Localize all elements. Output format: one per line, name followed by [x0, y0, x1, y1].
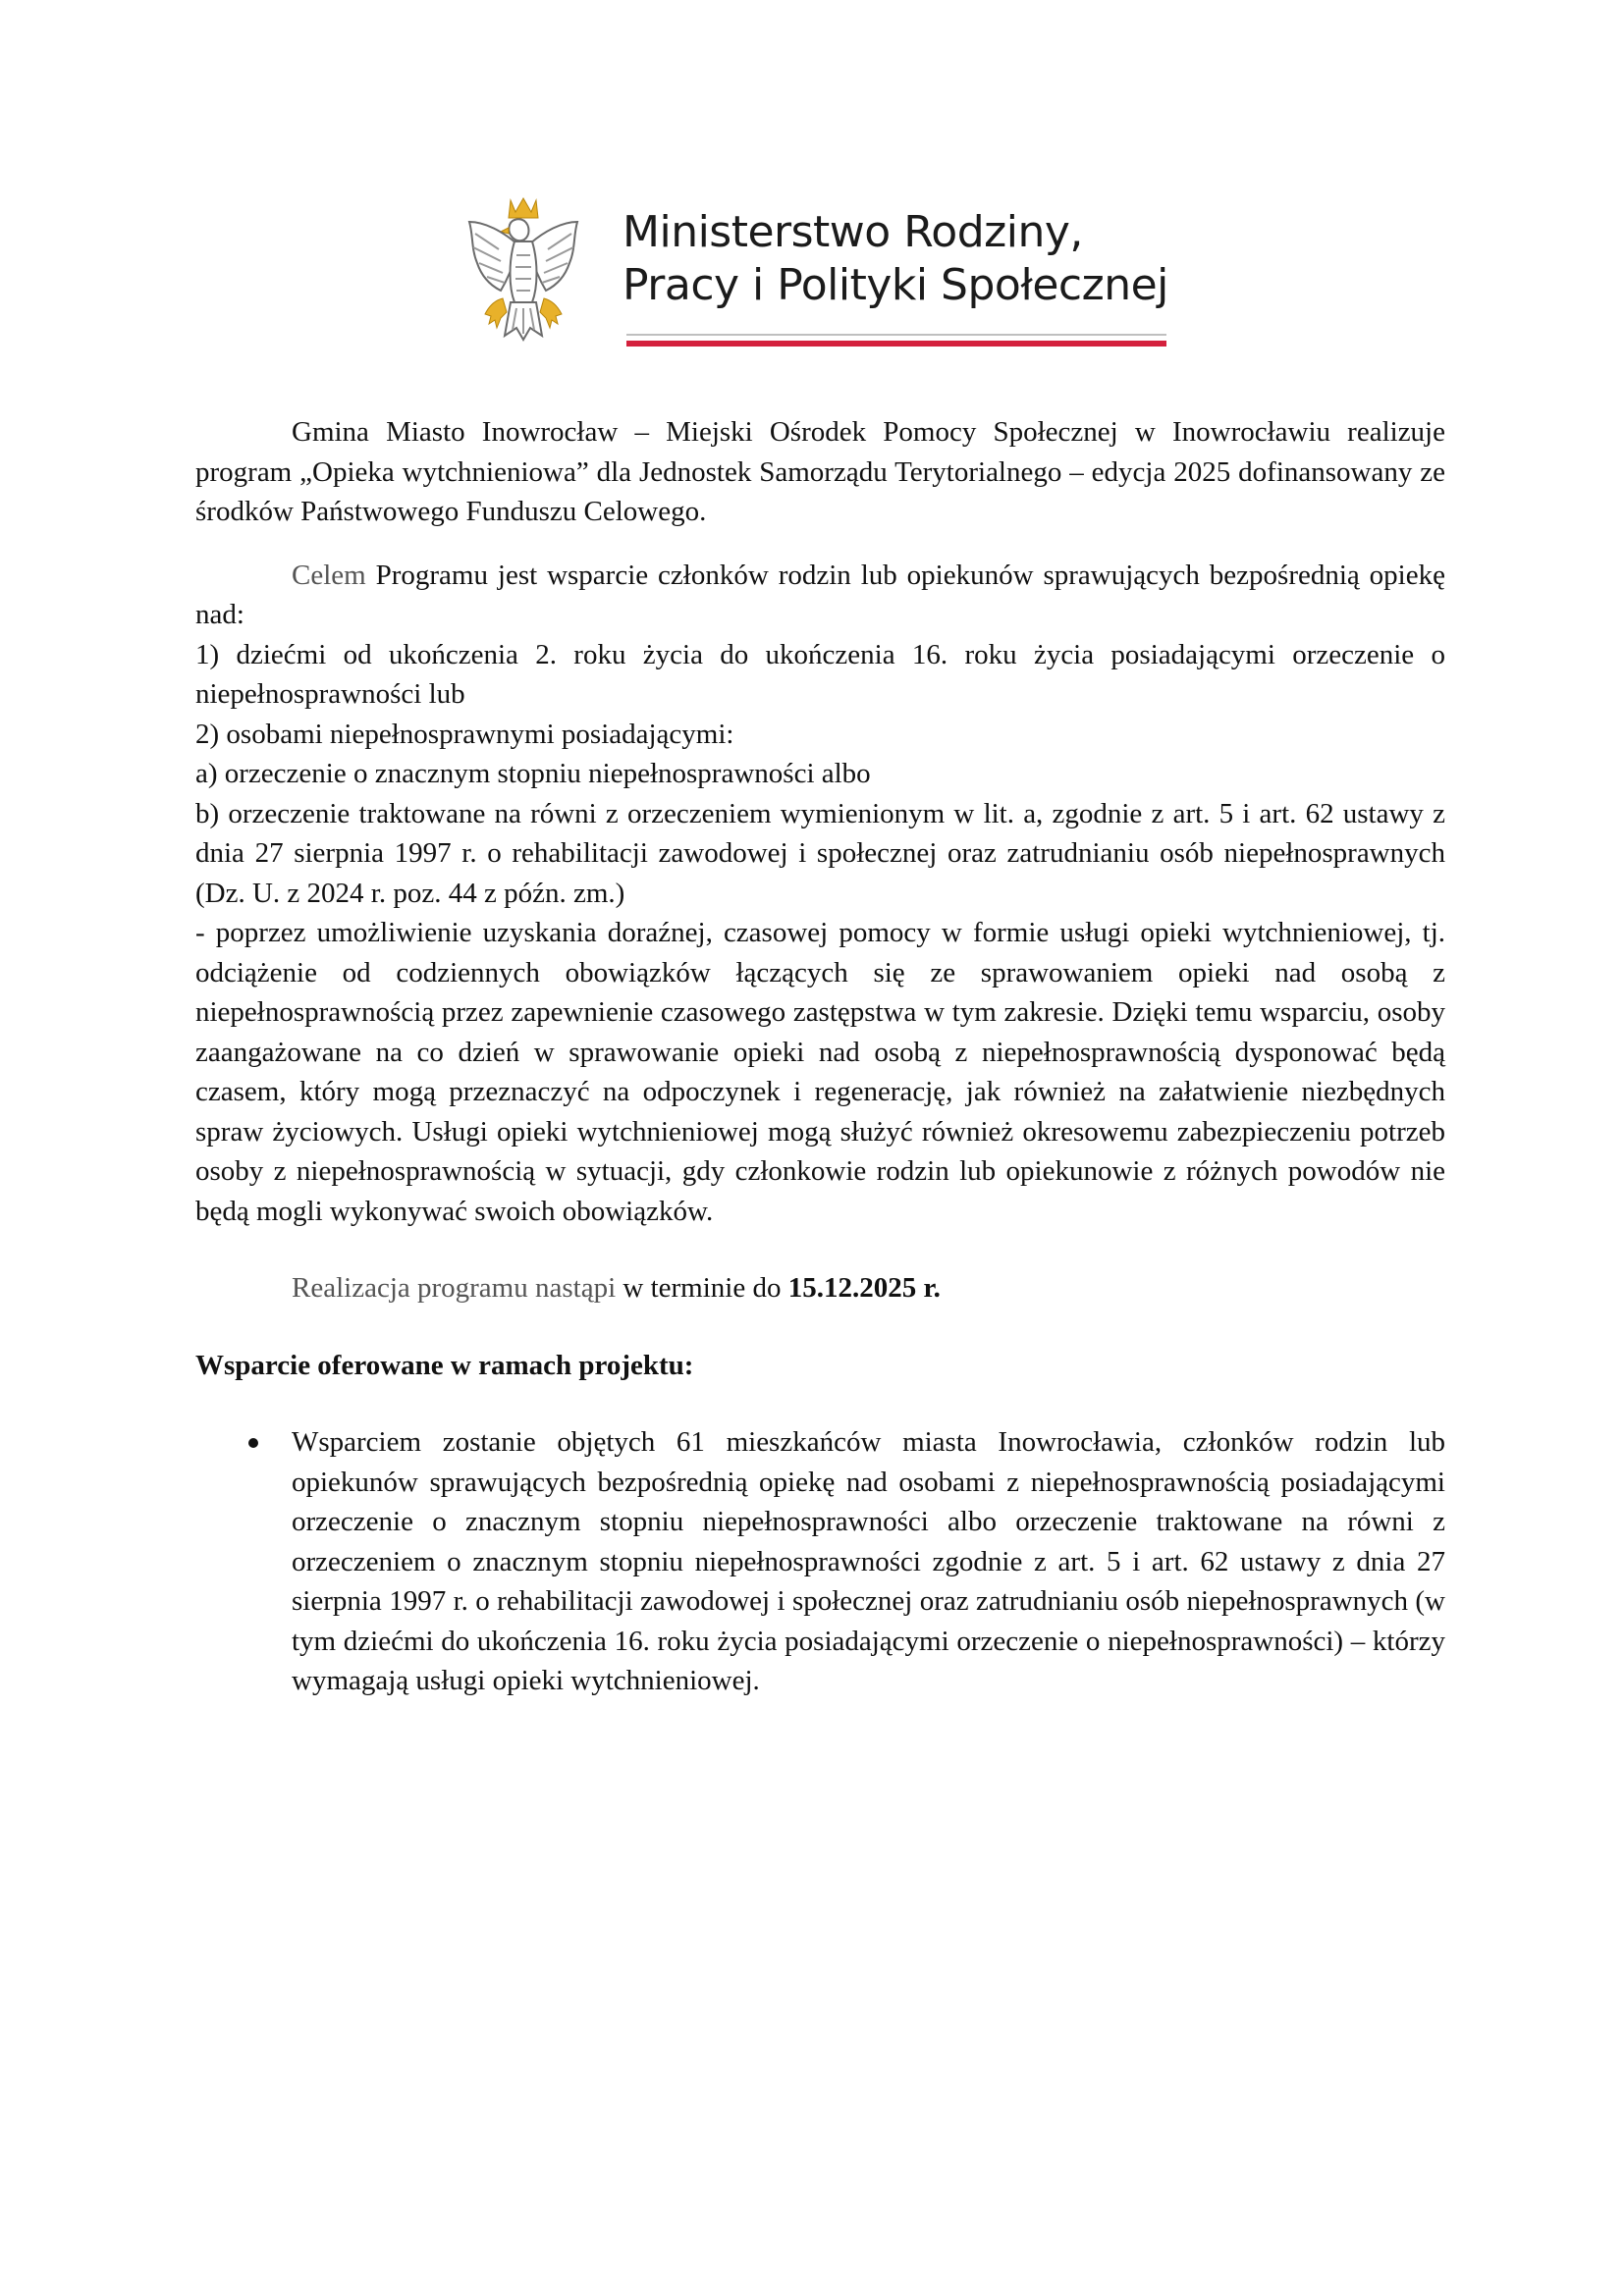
support-heading: Wsparcie oferowane w ramach projektu:	[195, 1349, 694, 1381]
header-grey-rule	[626, 334, 1166, 336]
intro-paragraph: Gmina Miasto Inowrocław – Miejski Ośrodek Pomocy Społecznej w Inowrocławiu realizuje program „Opieka wytchnieniowa” dla Jednostek Samorządu Terytorialnego – edycja 2025 dofinansowany ze środków Państwowego Funduszu Celowego.	[195, 416, 1445, 527]
polish-eagle-emblem-icon	[460, 192, 587, 355]
support-list	[195, 1422, 1445, 1701]
ministry-logo	[460, 192, 1178, 359]
list-item	[195, 1422, 1445, 1701]
header-red-rule	[626, 341, 1166, 347]
goal-closing-paragraph: - poprzez umożliwienie uzyskania doraźnej, czasowej pomocy w formie usługi opieki wytchnieniowej, tj. odciążenie od codziennych obowiązków łączących się ze sprawowaniem opieki nad osobą z niepełnosprawnością przez zapewnienie czasowego zastępstwa w tym zakresie. Dzięki temu wsparciu, osoby zaangażowane na co dzień w sprawowanie opieki nad osobą z niepełnosprawnością dysponować będą czasem, który mogą przeznaczyć na odpoczynek i regenerację, jak również na załatwienie niezbędnych spraw życiowych. Usługi opieki wytchnieniowej mogą służyć również okresowemu zabezpieczeniu potrzeb osoby z niepełnosprawnością w sytuacji, gdy członkowie rodzin lub opiekunowie z różnych powodów nie będą mogli wykonywać swoich obowiązków.	[195, 917, 1445, 1227]
goal-item-1: 1) dziećmi od ukończenia 2. roku życia do ukończenia 16. roku życia posiadającymi orzeczenie o niepełnosprawności lub	[195, 638, 1445, 710]
realization-lead: Realizacja programu nastąpi	[292, 1272, 617, 1304]
goal-item-2: 2) osobami niepełnosprawnymi posiadającymi:	[195, 718, 734, 750]
bullet-icon	[248, 1438, 258, 1448]
goal-lead-text: Programu jest wsparcie członków rodzin lub opiekunów sprawujących bezpośrednią opiekę nad:	[195, 559, 1445, 630]
goal-lead-word: Celem	[292, 559, 366, 591]
support-bullet-text: Wsparciem zostanie objętych 61 mieszkańców miasta Inowrocławia, członków rodzin lub opiekunów sprawujących bezpośrednią opiekę nad osobami z niepełnosprawnością posiadającymi orzeczenie o znacznym stopniu niepełnosprawności albo orzeczenie traktowane na równi z orzeczeniem o znacznym stopniu niepełnosprawności zgodnie z art. 5 i art. 62 ustawy z dnia 27 sierpnia 1997 r. o rehabilitacji zawodowej i społecznej oraz zatrudnianiu osób niepełnosprawnych (w tym dziećmi do ukończenia 16. roku życia posiadającymi orzeczenie o niepełnosprawności) – którzy wymagają usługi opieki wytchnieniowej.	[292, 1426, 1445, 1696]
ministry-name	[623, 206, 1172, 312]
ministry-name-line-1: Ministerstwo Rodziny,	[623, 207, 1083, 257]
realization-date: 15.12.2025 r.	[787, 1272, 941, 1304]
realization-middle: w terminie do	[616, 1272, 788, 1304]
ministry-name-line-2: Pracy i Polityki Społecznej	[623, 260, 1168, 310]
document-body	[195, 412, 1445, 1701]
realization-paragraph	[195, 1268, 1445, 1308]
goal-paragraph	[195, 556, 1445, 635]
goal-item-a: a) orzeczenie o znacznym stopniu niepełnosprawności albo	[195, 758, 871, 789]
goal-item-b: b) orzeczenie traktowane na równi z orzeczeniem wymienionym w lit. a, zgodnie z art. 5 i art. 62 ustawy z dnia 27 sierpnia 1997 r. o rehabilitacji zawodowej i społecznej oraz zatrudnianiu osób niepełnosprawnych (Dz. U. z 2024 r. poz. 44 z późn. zm.)	[195, 797, 1445, 909]
